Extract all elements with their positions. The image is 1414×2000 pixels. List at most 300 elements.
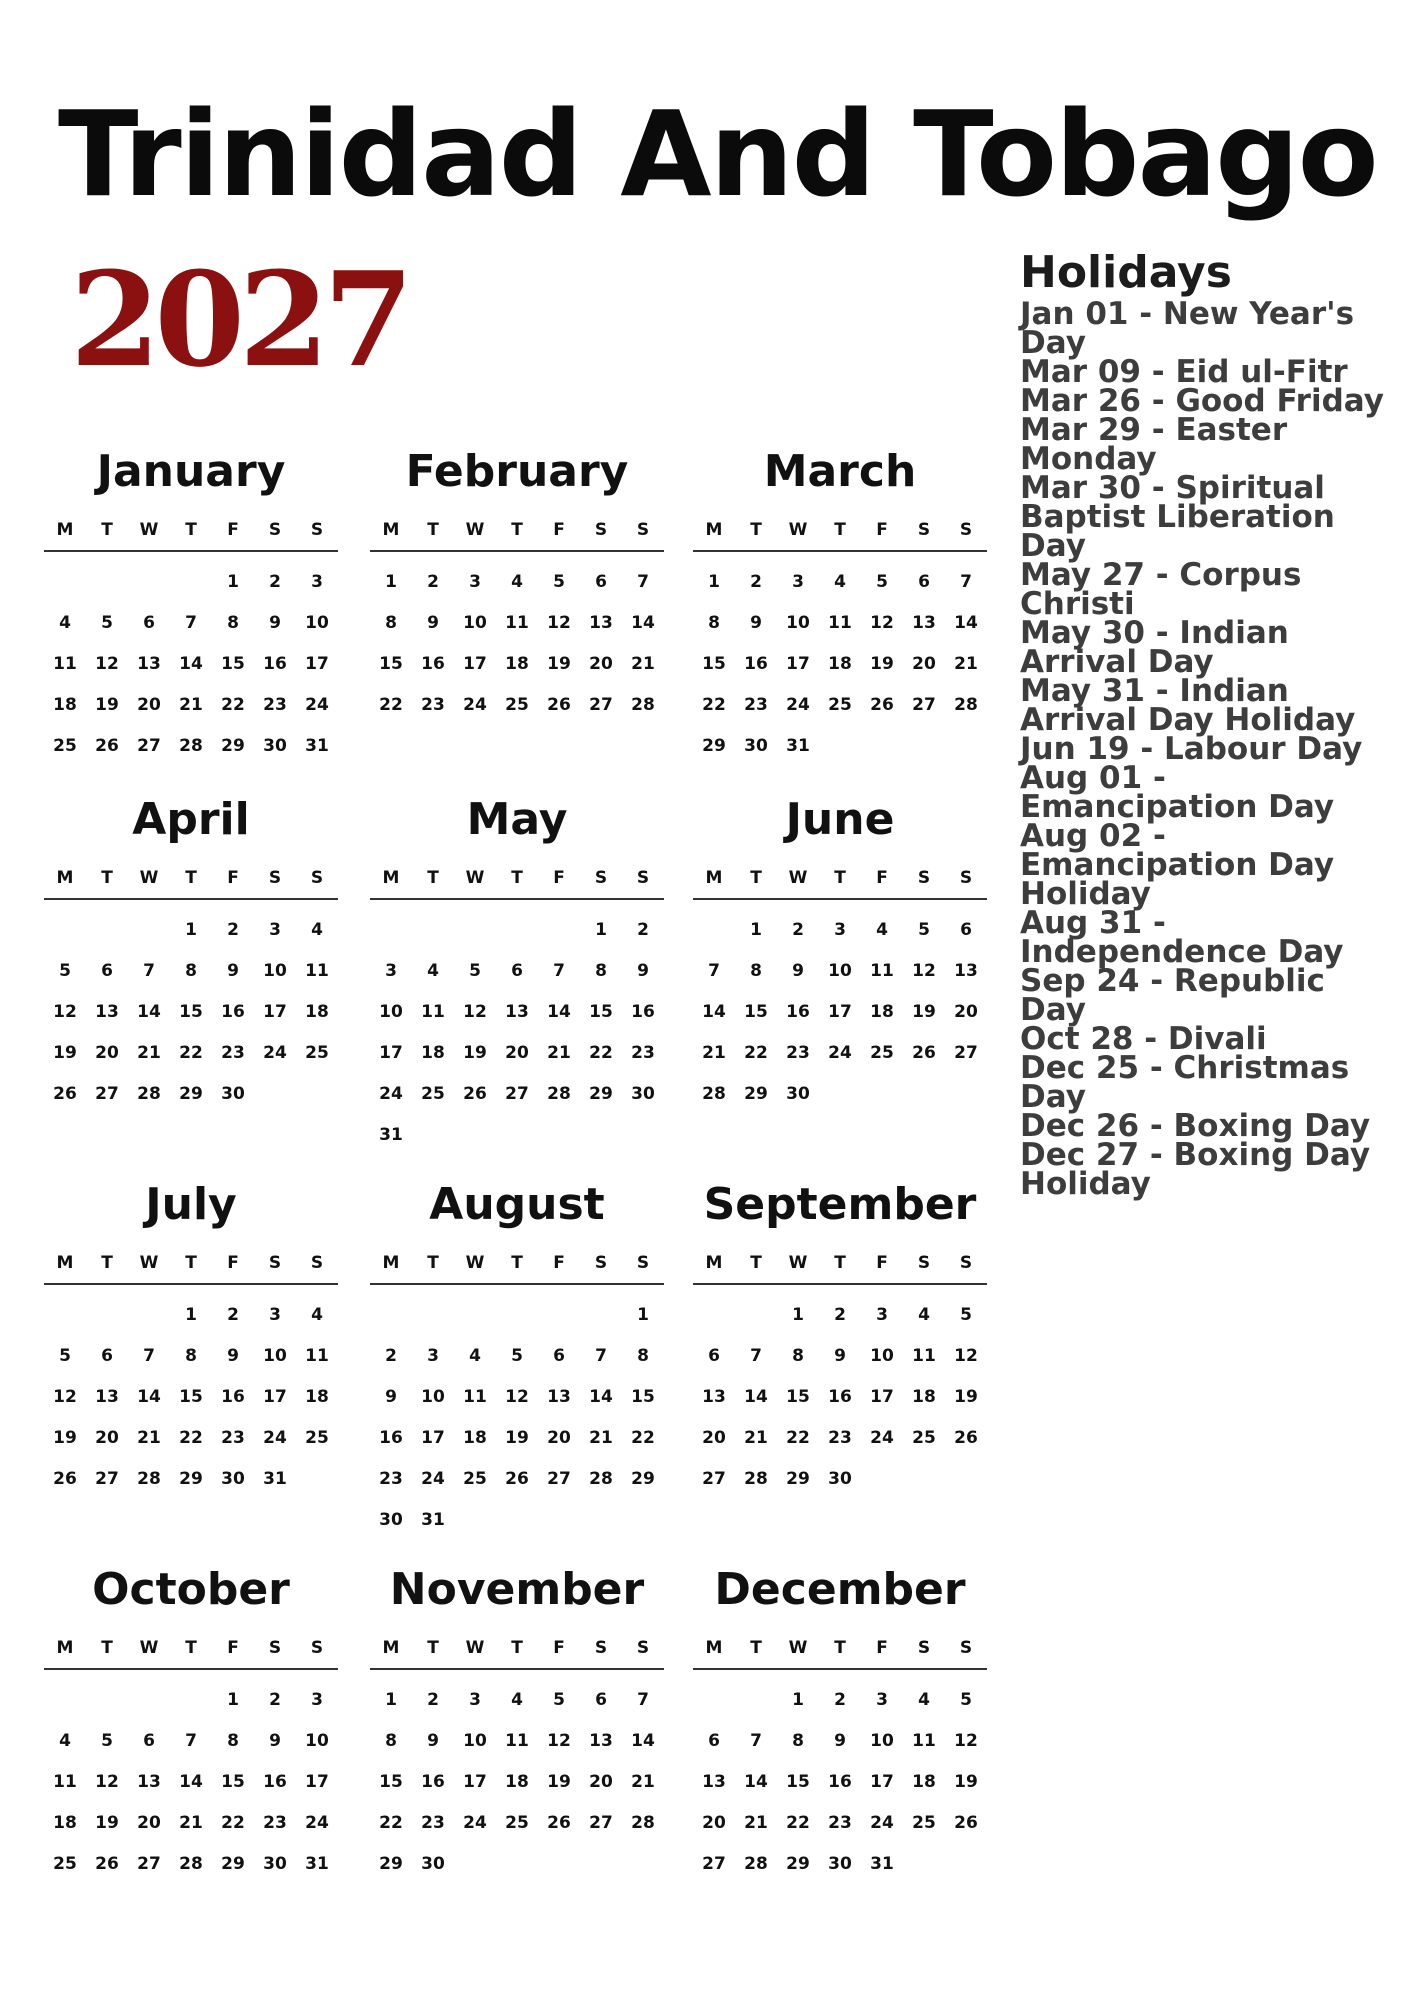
day-cell: 4: [511, 572, 523, 592]
day-cell: 31: [379, 1125, 403, 1145]
day-cell: 26: [870, 695, 894, 715]
day-cell: 16: [744, 654, 768, 674]
day-cell: 20: [589, 654, 613, 674]
day-cell: 12: [547, 1731, 571, 1751]
day-cell: 29: [702, 736, 726, 756]
day-cell: 17: [305, 654, 329, 674]
day-cell: 31: [870, 1854, 894, 1874]
month-name: August: [429, 1179, 605, 1230]
weekday-label: F: [227, 1253, 239, 1273]
day-cell: 17: [263, 1002, 287, 1022]
day-cell: 12: [954, 1346, 978, 1366]
day-cell: 13: [954, 961, 978, 981]
day-cell: 21: [631, 1772, 655, 1792]
day-cell: 31: [305, 1854, 329, 1874]
weekday-header: [693, 868, 987, 900]
day-cell: 4: [311, 920, 323, 940]
weekday-label: M: [56, 520, 74, 540]
day-cell: 11: [421, 1002, 445, 1022]
day-cell: 29: [179, 1084, 203, 1104]
empty-day-cell: [170, 562, 212, 603]
day-cell: 2: [227, 920, 239, 940]
day-cell: 12: [53, 1002, 77, 1022]
holiday-item: Aug 31 - Independence Day: [1020, 905, 1344, 971]
day-cell: 17: [786, 654, 810, 674]
day-cell: 2: [269, 1690, 281, 1710]
day-cell: 7: [637, 572, 649, 592]
day-cell: 1: [595, 920, 607, 940]
weekday-label: S: [268, 520, 282, 540]
day-cell: 11: [53, 654, 77, 674]
day-cell: 10: [463, 1731, 487, 1751]
day-cell: 30: [828, 1469, 852, 1489]
day-cell: 29: [631, 1469, 655, 1489]
empty-day-cell: [496, 910, 538, 951]
day-cell: 20: [912, 654, 936, 674]
day-cell: 6: [960, 920, 972, 940]
weekday-label: S: [636, 868, 650, 888]
weekday-label: F: [227, 1638, 239, 1658]
day-cell: 15: [179, 1387, 203, 1407]
day-cell: 1: [792, 1690, 804, 1710]
empty-day-cell: [44, 1680, 86, 1721]
day-cell: 24: [421, 1469, 445, 1489]
day-cell: 19: [912, 1002, 936, 1022]
weekday-label: T: [834, 520, 846, 540]
weekday-label: S: [594, 520, 608, 540]
day-cell: 15: [221, 1772, 245, 1792]
month-august: [370, 1179, 664, 1541]
day-cell: 9: [792, 961, 804, 981]
day-cell: 30: [786, 1084, 810, 1104]
day-cell: 25: [53, 1854, 77, 1874]
day-cell: 11: [912, 1346, 936, 1366]
empty-day-cell: [44, 910, 86, 951]
day-cell: 9: [385, 1387, 397, 1407]
day-cell: 12: [954, 1731, 978, 1751]
weekday-label: F: [876, 520, 888, 540]
holiday-item: May 30 - Indian Arrival Day: [1020, 615, 1289, 681]
day-cell: 10: [263, 961, 287, 981]
days-grid: [44, 562, 338, 767]
day-cell: 21: [137, 1043, 161, 1063]
day-cell: 7: [185, 1731, 197, 1751]
day-cell: 15: [702, 654, 726, 674]
weekday-label: W: [465, 1638, 485, 1658]
day-cell: 16: [631, 1002, 655, 1022]
day-cell: 22: [786, 1813, 810, 1833]
weekday-label: M: [382, 1253, 400, 1273]
day-cell: 14: [744, 1772, 768, 1792]
day-cell: 25: [828, 695, 852, 715]
days-grid: [44, 1295, 338, 1500]
day-cell: 28: [547, 1084, 571, 1104]
day-cell: 2: [834, 1305, 846, 1325]
day-cell: 12: [870, 613, 894, 633]
day-cell: 23: [421, 1813, 445, 1833]
day-cell: 8: [385, 1731, 397, 1751]
month-october: [44, 1564, 338, 1885]
day-cell: 23: [221, 1043, 245, 1063]
empty-day-cell: [128, 562, 170, 603]
day-cell: 8: [185, 961, 197, 981]
day-cell: 11: [53, 1772, 77, 1792]
holiday-item: Mar 26 - Good Friday: [1020, 383, 1384, 420]
day-cell: 12: [547, 613, 571, 633]
day-cell: 13: [137, 1772, 161, 1792]
empty-day-cell: [128, 1680, 170, 1721]
day-cell: 21: [137, 1428, 161, 1448]
empty-day-cell: [86, 562, 128, 603]
weekday-label: T: [427, 520, 439, 540]
day-cell: 15: [379, 1772, 403, 1792]
weekday-label: S: [636, 520, 650, 540]
day-cell: 18: [53, 1813, 77, 1833]
weekday-label: F: [553, 1638, 565, 1658]
weekday-label: T: [427, 868, 439, 888]
day-cell: 28: [631, 1813, 655, 1833]
month-february: [370, 446, 664, 726]
day-cell: 27: [95, 1469, 119, 1489]
day-cell: 27: [702, 1854, 726, 1874]
day-cell: 14: [179, 1772, 203, 1792]
empty-day-cell: [128, 1295, 170, 1336]
day-cell: 1: [185, 1305, 197, 1325]
weekday-label: T: [834, 868, 846, 888]
day-cell: 15: [379, 654, 403, 674]
day-cell: 11: [912, 1731, 936, 1751]
day-cell: 30: [263, 1854, 287, 1874]
day-cell: 19: [95, 1813, 119, 1833]
day-cell: 28: [589, 1469, 613, 1489]
empty-day-cell: [128, 910, 170, 951]
day-cell: 9: [750, 613, 762, 633]
day-cell: 28: [137, 1084, 161, 1104]
empty-day-cell: [496, 1295, 538, 1336]
empty-day-cell: [86, 1680, 128, 1721]
days-grid: [370, 910, 664, 1156]
day-cell: 26: [463, 1084, 487, 1104]
day-cell: 22: [221, 1813, 245, 1833]
empty-day-cell: [370, 1295, 412, 1336]
day-cell: 7: [750, 1346, 762, 1366]
day-cell: 20: [702, 1813, 726, 1833]
day-cell: 5: [553, 1690, 565, 1710]
day-cell: 4: [834, 572, 846, 592]
day-cell: 14: [631, 1731, 655, 1751]
day-cell: 9: [269, 613, 281, 633]
day-cell: 3: [876, 1690, 888, 1710]
day-cell: 9: [637, 961, 649, 981]
day-cell: 16: [221, 1387, 245, 1407]
day-cell: 20: [95, 1428, 119, 1448]
empty-day-cell: [693, 1680, 735, 1721]
days-grid: [693, 910, 987, 1115]
day-cell: 27: [95, 1084, 119, 1104]
day-cell: 19: [870, 654, 894, 674]
day-cell: 22: [786, 1428, 810, 1448]
holiday-item: May 27 - Corpus Christi: [1020, 557, 1302, 623]
day-cell: 2: [834, 1690, 846, 1710]
day-cell: 15: [744, 1002, 768, 1022]
weekday-label: W: [465, 868, 485, 888]
weekday-label: S: [310, 1638, 324, 1658]
day-cell: 22: [221, 695, 245, 715]
day-cell: 3: [311, 572, 323, 592]
day-cell: 6: [918, 572, 930, 592]
day-cell: 1: [227, 1690, 239, 1710]
weekday-label: S: [594, 1638, 608, 1658]
weekday-label: M: [56, 1638, 74, 1658]
day-cell: 10: [828, 961, 852, 981]
day-cell: 30: [263, 736, 287, 756]
day-cell: 25: [463, 1469, 487, 1489]
day-cell: 13: [95, 1387, 119, 1407]
day-cell: 5: [918, 920, 930, 940]
holiday-item: Jun 19 - Labour Day: [1020, 731, 1363, 768]
day-cell: 6: [101, 961, 113, 981]
day-cell: 4: [469, 1346, 481, 1366]
day-cell: 18: [53, 695, 77, 715]
day-cell: 2: [792, 920, 804, 940]
day-cell: 18: [505, 654, 529, 674]
day-cell: 4: [59, 613, 71, 633]
day-cell: 23: [631, 1043, 655, 1063]
day-cell: 31: [305, 736, 329, 756]
day-cell: 29: [221, 1854, 245, 1874]
days-grid: [693, 1680, 987, 1885]
holiday-item: Sep 24 - Republic Day: [1020, 963, 1325, 1029]
day-cell: 12: [95, 1772, 119, 1792]
day-cell: 20: [589, 1772, 613, 1792]
day-cell: 26: [95, 1854, 119, 1874]
day-cell: 17: [263, 1387, 287, 1407]
day-cell: 12: [912, 961, 936, 981]
day-cell: 22: [589, 1043, 613, 1063]
holiday-item: Mar 30 - Spiritual Baptist Liberation Day: [1020, 470, 1335, 565]
day-cell: 14: [137, 1387, 161, 1407]
weekday-label: W: [139, 520, 159, 540]
empty-day-cell: [454, 1295, 496, 1336]
day-cell: 23: [263, 1813, 287, 1833]
day-cell: 14: [547, 1002, 571, 1022]
day-cell: 20: [95, 1043, 119, 1063]
day-cell: 20: [702, 1428, 726, 1448]
day-cell: 29: [786, 1854, 810, 1874]
days-grid: [370, 562, 664, 726]
month-july: [44, 1179, 338, 1500]
day-cell: 22: [702, 695, 726, 715]
day-cell: 30: [379, 1510, 403, 1530]
weekday-label: S: [917, 868, 931, 888]
day-cell: 22: [379, 695, 403, 715]
day-cell: 23: [828, 1813, 852, 1833]
day-cell: 27: [912, 695, 936, 715]
weekday-label: T: [511, 1638, 523, 1658]
day-cell: 1: [637, 1305, 649, 1325]
day-cell: 10: [463, 613, 487, 633]
day-cell: 9: [427, 613, 439, 633]
day-cell: 1: [185, 920, 197, 940]
day-cell: 4: [918, 1690, 930, 1710]
weekday-label: S: [959, 1638, 973, 1658]
month-name: January: [96, 446, 286, 497]
day-cell: 21: [744, 1813, 768, 1833]
day-cell: 14: [631, 613, 655, 633]
day-cell: 13: [912, 613, 936, 633]
weekday-header: [370, 1253, 664, 1285]
month-name: October: [92, 1564, 290, 1615]
day-cell: 3: [427, 1346, 439, 1366]
empty-day-cell: [44, 1295, 86, 1336]
day-cell: 30: [828, 1854, 852, 1874]
day-cell: 6: [595, 1690, 607, 1710]
month-name: April: [132, 794, 250, 845]
day-cell: 24: [870, 1428, 894, 1448]
holiday-list: [1020, 296, 1400, 1203]
day-cell: 12: [53, 1387, 77, 1407]
empty-day-cell: [370, 910, 412, 951]
empty-day-cell: [538, 910, 580, 951]
day-cell: 8: [750, 961, 762, 981]
day-cell: 5: [876, 572, 888, 592]
day-cell: 10: [786, 613, 810, 633]
empty-day-cell: [538, 1295, 580, 1336]
day-cell: 15: [786, 1772, 810, 1792]
day-cell: 23: [828, 1428, 852, 1448]
day-cell: 24: [305, 1813, 329, 1833]
weekday-label: T: [101, 1638, 113, 1658]
day-cell: 24: [263, 1043, 287, 1063]
day-cell: 3: [469, 1690, 481, 1710]
day-cell: 14: [954, 613, 978, 633]
weekday-label: T: [511, 520, 523, 540]
weekday-label: W: [788, 868, 808, 888]
day-cell: 28: [702, 1084, 726, 1104]
day-cell: 13: [589, 613, 613, 633]
holiday-item: Mar 09 - Eid ul-Fitr: [1020, 354, 1348, 391]
month-november: [370, 1564, 664, 1885]
weekday-label: W: [465, 520, 485, 540]
day-cell: 21: [547, 1043, 571, 1063]
day-cell: 2: [227, 1305, 239, 1325]
day-cell: 15: [179, 1002, 203, 1022]
day-cell: 8: [595, 961, 607, 981]
day-cell: 2: [427, 572, 439, 592]
weekday-label: T: [750, 1253, 762, 1273]
weekday-label: F: [227, 520, 239, 540]
day-cell: 6: [511, 961, 523, 981]
day-cell: 27: [954, 1043, 978, 1063]
weekday-label: M: [705, 1253, 723, 1273]
empty-day-cell: [454, 910, 496, 951]
day-cell: 29: [589, 1084, 613, 1104]
weekday-header: [693, 1638, 987, 1670]
weekday-label: T: [750, 868, 762, 888]
day-cell: 26: [954, 1813, 978, 1833]
weekday-label: M: [705, 868, 723, 888]
month-name: September: [703, 1179, 977, 1230]
weekday-label: T: [101, 520, 113, 540]
weekday-label: W: [788, 1638, 808, 1658]
day-cell: 21: [744, 1428, 768, 1448]
day-cell: 22: [179, 1043, 203, 1063]
day-cell: 17: [421, 1428, 445, 1448]
day-cell: 22: [179, 1428, 203, 1448]
day-cell: 27: [137, 736, 161, 756]
day-cell: 3: [792, 572, 804, 592]
day-cell: 29: [786, 1469, 810, 1489]
weekday-label: T: [101, 1253, 113, 1273]
day-cell: 11: [505, 1731, 529, 1751]
day-cell: 19: [463, 1043, 487, 1063]
day-cell: 3: [269, 920, 281, 940]
day-cell: 8: [185, 1346, 197, 1366]
day-cell: 25: [421, 1084, 445, 1104]
day-cell: 28: [954, 695, 978, 715]
day-cell: 20: [547, 1428, 571, 1448]
day-cell: 1: [227, 572, 239, 592]
day-cell: 10: [305, 613, 329, 633]
day-cell: 25: [305, 1428, 329, 1448]
empty-day-cell: [735, 1295, 777, 1336]
day-cell: 13: [702, 1772, 726, 1792]
holiday-item: Jan 01 - New Year's Day: [1020, 296, 1355, 362]
day-cell: 27: [547, 1469, 571, 1489]
empty-day-cell: [86, 910, 128, 951]
day-cell: 24: [786, 695, 810, 715]
day-cell: 15: [786, 1387, 810, 1407]
day-cell: 22: [631, 1428, 655, 1448]
weekday-label: T: [750, 1638, 762, 1658]
weekday-label: T: [185, 520, 197, 540]
days-grid: [693, 562, 987, 767]
day-cell: 3: [876, 1305, 888, 1325]
day-cell: 5: [553, 572, 565, 592]
holidays-panel: [1020, 247, 1400, 1203]
day-cell: 31: [421, 1510, 445, 1530]
day-cell: 3: [269, 1305, 281, 1325]
weekday-header: [693, 520, 987, 552]
day-cell: 11: [505, 613, 529, 633]
day-cell: 17: [828, 1002, 852, 1022]
day-cell: 6: [143, 1731, 155, 1751]
day-cell: 29: [179, 1469, 203, 1489]
weekday-label: S: [268, 1253, 282, 1273]
weekday-label: W: [788, 1253, 808, 1273]
day-cell: 19: [547, 1772, 571, 1792]
day-cell: 25: [505, 1813, 529, 1833]
month-name: December: [714, 1564, 966, 1615]
weekday-label: M: [382, 1638, 400, 1658]
empty-day-cell: [170, 1680, 212, 1721]
day-cell: 12: [463, 1002, 487, 1022]
page-title: Trinidad And Tobago: [58, 85, 1377, 223]
holiday-item: Mar 29 - Easter Monday: [1020, 412, 1288, 478]
holiday-item: Dec 27 - Boxing Day Holiday: [1020, 1137, 1371, 1203]
weekday-label: T: [185, 868, 197, 888]
day-cell: 23: [221, 1428, 245, 1448]
day-cell: 6: [101, 1346, 113, 1366]
day-cell: 6: [708, 1346, 720, 1366]
weekday-label: S: [917, 520, 931, 540]
day-cell: 17: [463, 1772, 487, 1792]
day-cell: 7: [960, 572, 972, 592]
weekday-header: [44, 1253, 338, 1285]
day-cell: 16: [421, 1772, 445, 1792]
day-cell: 5: [960, 1690, 972, 1710]
day-cell: 28: [137, 1469, 161, 1489]
